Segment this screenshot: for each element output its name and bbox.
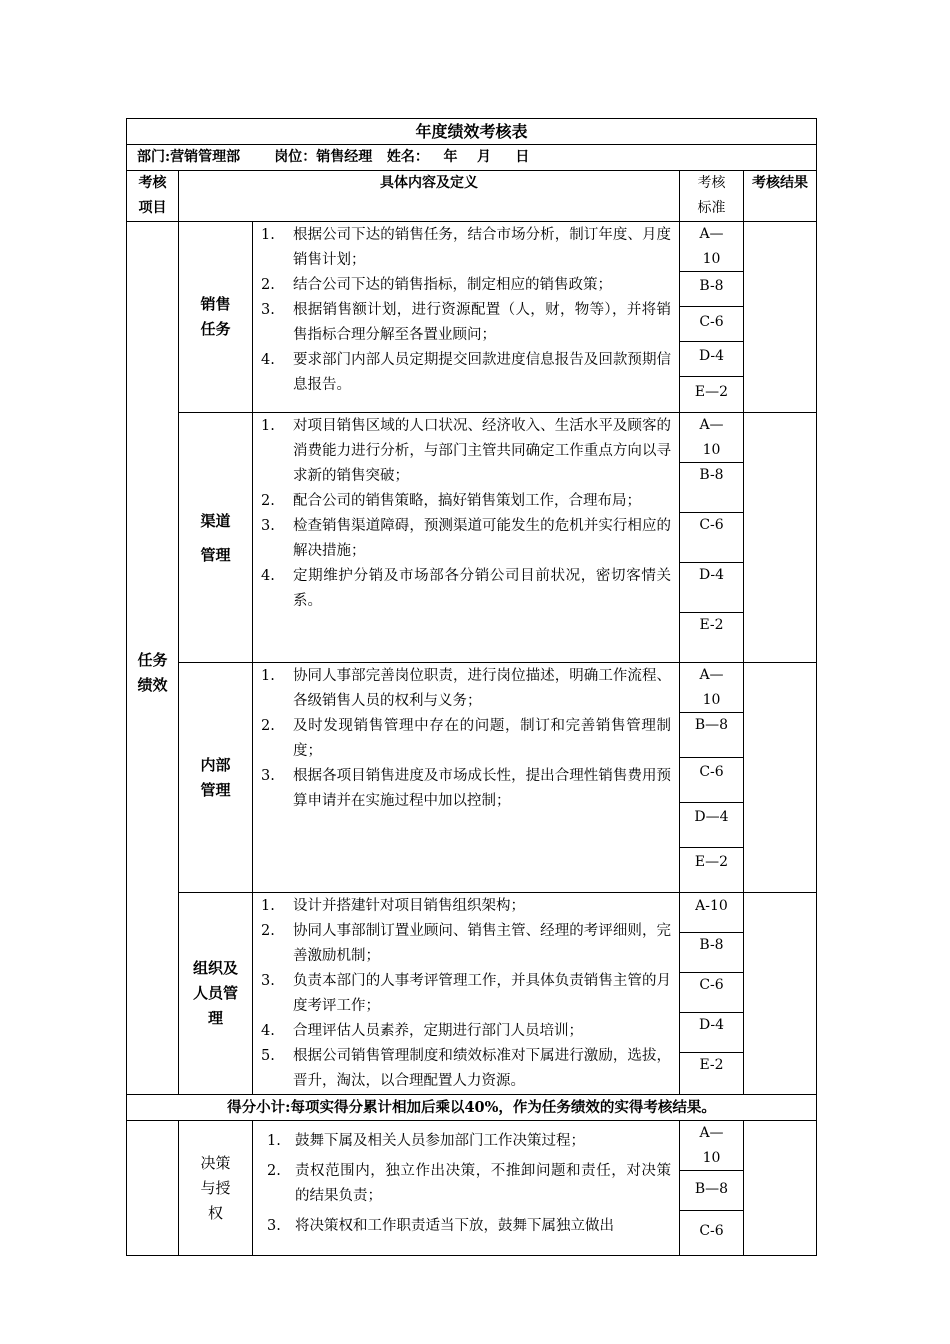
subtotal-row: 得分小计:每项实得分累计相加后乘以40%，作为任务绩效的实得考核结果。 bbox=[127, 1095, 817, 1121]
list-item: 3. 将决策权和工作职责适当下放，鼓舞下属独立做出 bbox=[267, 1218, 614, 1234]
section-content bbox=[253, 1121, 680, 1256]
day-field: 日 bbox=[515, 149, 530, 165]
standard-a: A—10 bbox=[680, 1121, 743, 1171]
list-item: 3. 根据销售额计划，进行资源配置（人，财，物等），并将销售指标合理分解至各置业顾问； bbox=[261, 302, 671, 343]
standard-cell bbox=[680, 413, 744, 663]
appraisal-table bbox=[126, 118, 817, 1256]
standard-c: C-6 bbox=[680, 758, 743, 803]
list-item: 2. 结合公司下达的销售指标，制定相应的销售政策； bbox=[261, 277, 612, 293]
standard-e: E-2 bbox=[699, 617, 724, 633]
list-item: 4. 定期维护分销及市场部各分销公司目前状况，密切客情关系。 bbox=[261, 568, 671, 609]
standard-b: B-8 bbox=[680, 272, 743, 307]
section-label: 决策与授权 bbox=[179, 1121, 253, 1256]
list-item: 2. 协同人事部制订置业顾问、销售主管、经理的考评细则，完善激励机制； bbox=[261, 923, 671, 964]
standard-c: C-6 bbox=[680, 513, 743, 563]
result-cell[interactable] bbox=[744, 413, 817, 663]
standard-cell bbox=[680, 1121, 744, 1256]
section-label: 销售任务 bbox=[179, 222, 253, 413]
standard-b: B-8 bbox=[680, 463, 743, 513]
section-label: 内部管理 bbox=[179, 663, 253, 893]
form-title: 年度绩效考核表 bbox=[127, 119, 817, 145]
header-content: 具体内容及定义 bbox=[179, 171, 680, 222]
standard-a: A—10 bbox=[680, 663, 743, 713]
standard-a: A-10 bbox=[680, 893, 743, 933]
standard-e: E—2 bbox=[694, 854, 729, 870]
list-item: 3. 检查销售渠道障碍，预测渠道可能发生的危机并实行相应的解决措施； bbox=[261, 518, 671, 559]
header-standard: 考核标准 bbox=[680, 171, 744, 222]
standard-b: B—8 bbox=[680, 1171, 743, 1211]
header-item: 考核项目 bbox=[127, 171, 179, 222]
standard-c: C-6 bbox=[680, 307, 743, 342]
list-item: 1. 协同人事部完善岗位职责，进行岗位描述，明确工作流程、各级销售人员的权利与义务； bbox=[261, 668, 671, 709]
list-item: 2. 责权范围内，独立作出决策，不推卸问题和责任，对决策的结果负责； bbox=[267, 1163, 671, 1204]
section-content bbox=[253, 222, 680, 413]
standard-c: C-6 bbox=[680, 973, 743, 1013]
list-item: 1. 对项目销售区域的人口状况、经济收入、生活水平及顾客的消费能力进行分析，与部门主管共同确定工作重点方向以寻求新的销售突破； bbox=[261, 418, 671, 484]
standard-d: D-4 bbox=[680, 1013, 743, 1053]
standard-d: D-4 bbox=[680, 563, 743, 613]
result-cell[interactable] bbox=[744, 1121, 817, 1256]
result-cell[interactable] bbox=[744, 893, 817, 1095]
name-field: 姓名： bbox=[386, 149, 429, 165]
standard-b: B-8 bbox=[680, 933, 743, 973]
list-item: 1. 鼓舞下属及相关人员参加部门工作决策过程； bbox=[267, 1133, 585, 1149]
form-info-row bbox=[127, 145, 817, 171]
list-item: 5. 根据公司销售管理制度和绩效标准对下属进行激励，选拔，晋升，淘汰，以合理配置人力资源。 bbox=[261, 1048, 671, 1089]
result-cell[interactable] bbox=[744, 663, 817, 893]
standard-e: E-2 bbox=[699, 1057, 724, 1073]
standard-c: C-6 bbox=[699, 1223, 724, 1239]
standard-a: A—10 bbox=[680, 413, 743, 463]
year-field: 年 bbox=[443, 149, 458, 165]
list-item: 4. 要求部门内部人员定期提交回款进度信息报告及回款预期信息报告。 bbox=[261, 352, 671, 393]
standard-a: A—10 bbox=[680, 222, 743, 272]
section-content bbox=[253, 413, 680, 663]
section-content bbox=[253, 893, 680, 1095]
section-label: 组织及人员管理 bbox=[179, 893, 253, 1095]
list-item: 2. 配合公司的销售策略，搞好销售策划工作，合理布局； bbox=[261, 493, 641, 509]
section-label: 渠道管理 bbox=[179, 413, 253, 663]
standard-cell bbox=[680, 893, 744, 1095]
list-item: 3. 根据各项目销售进度及市场成长性，提出合理性销售费用预算申请并在实施过程中加以控制； bbox=[261, 768, 671, 809]
list-item: 1. 设计并搭建针对项目销售组织架构； bbox=[261, 898, 525, 914]
department-field: 部门:营销管理部 bbox=[137, 149, 241, 165]
header-result: 考核结果 bbox=[744, 171, 817, 222]
list-item: 2. 及时发现销售管理中存在的问题，制订和完善销售管理制度； bbox=[261, 718, 671, 759]
list-item: 4. 合理评估人员素养，定期进行部门人员培训； bbox=[261, 1023, 583, 1039]
standard-cell bbox=[680, 222, 744, 413]
standard-b: B—8 bbox=[680, 713, 743, 758]
position-field: 岗位：销售经理 bbox=[274, 149, 373, 165]
group-task-performance: 任务绩效 bbox=[127, 222, 179, 1095]
appraisal-form bbox=[126, 118, 816, 1256]
month-field: 月 bbox=[477, 149, 492, 165]
standard-e: E—2 bbox=[694, 384, 729, 400]
result-cell[interactable] bbox=[744, 222, 817, 413]
list-item: 3. 负责本部门的人事考评管理工作，并具体负责销售主管的月度考评工作； bbox=[261, 973, 671, 1014]
section-content bbox=[253, 663, 680, 893]
standard-d: D-4 bbox=[680, 342, 743, 377]
standard-d: D—4 bbox=[680, 803, 743, 848]
group-2-label bbox=[127, 1121, 179, 1256]
standard-cell bbox=[680, 663, 744, 893]
list-item: 1. 根据公司下达的销售任务，结合市场分析，制订年度、月度销售计划； bbox=[261, 227, 671, 268]
